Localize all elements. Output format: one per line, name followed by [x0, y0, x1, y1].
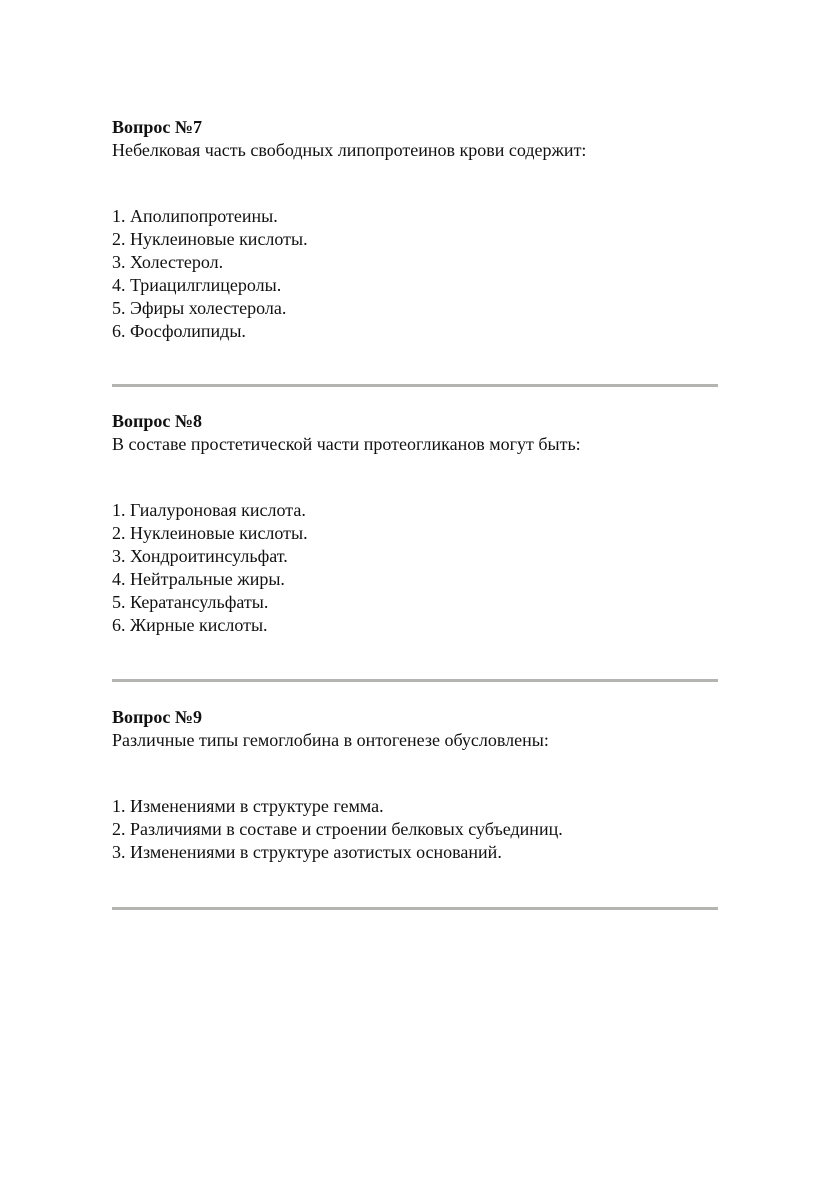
answer-option: 6. Жирные кислоты.	[112, 615, 268, 635]
answer-option: 3. Хондроитинсульфат.	[112, 546, 288, 566]
answer-option: 5. Эфиры холестерола.	[112, 298, 287, 318]
answer-option: 1. Аполипопротеины.	[112, 206, 278, 226]
question-text: Различные типы гемоглобина в онтогенезе обусловлены:	[112, 730, 549, 750]
section-divider	[112, 679, 718, 682]
answer-option: 5. Кератансульфаты.	[112, 592, 269, 612]
answer-option: 3. Холестерол.	[112, 252, 224, 272]
answer-options-list	[112, 499, 308, 637]
section-divider	[112, 907, 718, 910]
question-text: Небелковая часть свободных липопротеинов крови содержит:	[112, 140, 587, 160]
answer-option: 2. Различиями в составе и строении белковых субъединиц.	[112, 819, 563, 839]
question-title: Вопрос №7	[112, 117, 202, 137]
question-8	[112, 410, 718, 635]
answer-option: 4. Триацилглицеролы.	[112, 275, 282, 295]
question-9	[112, 706, 718, 862]
answer-option: 2. Нуклеиновые кислоты.	[112, 229, 308, 249]
answer-option: 3. Изменениями в структуре азотистых оснований.	[112, 842, 502, 862]
answer-option: 2. Нуклеиновые кислоты.	[112, 523, 308, 543]
answer-option: 6. Фосфолипиды.	[112, 321, 246, 341]
question-7	[112, 116, 718, 341]
answer-option: 4. Нейтральные жиры.	[112, 569, 285, 589]
answer-option: 1. Изменениями в структуре гемма.	[112, 796, 384, 816]
answer-options-list	[112, 205, 308, 343]
question-text: В составе простетической части протеогликанов могут быть:	[112, 434, 581, 454]
question-title: Вопрос №8	[112, 411, 202, 431]
answer-options-list	[112, 795, 563, 864]
section-divider	[112, 384, 718, 387]
question-title: Вопрос №9	[112, 707, 202, 727]
answer-option: 1. Гиалуроновая кислота.	[112, 500, 306, 520]
